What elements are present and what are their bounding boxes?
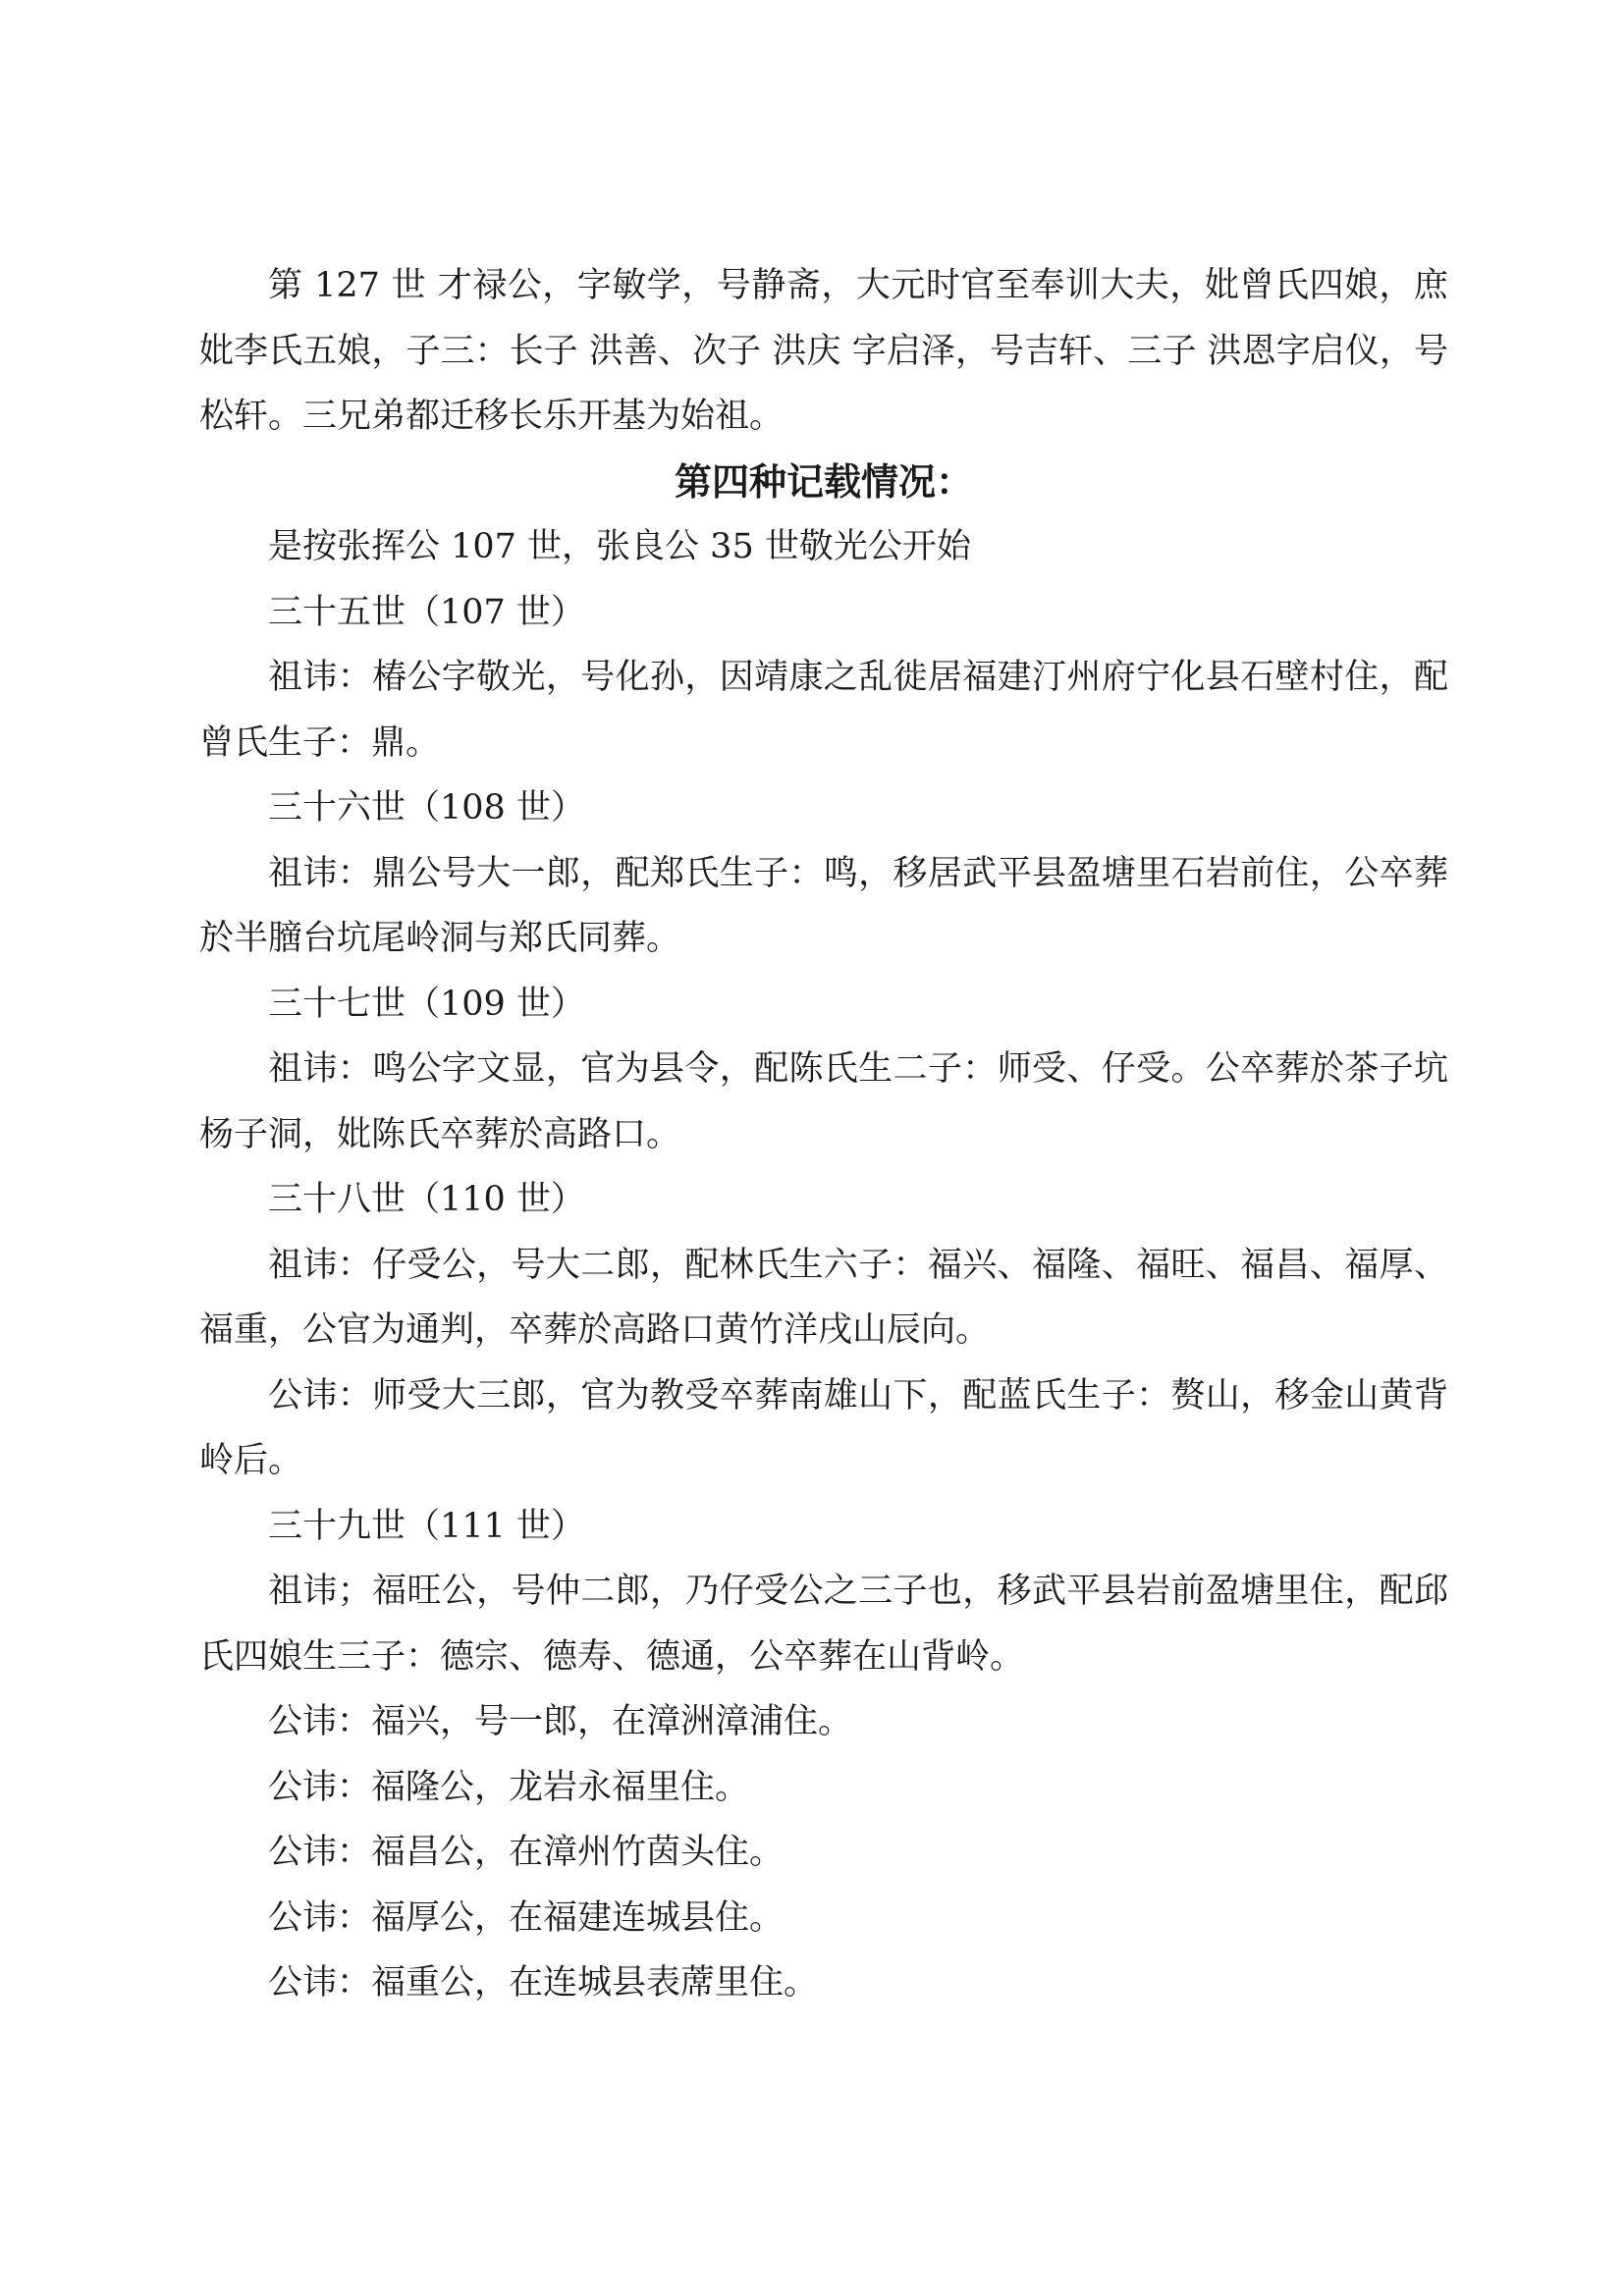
paragraph-intro: 是按张挥公 107 世，张良公 35 世敬光公开始 [268,527,971,566]
paragraph-gen-39-b: 公讳：福兴，号一郎，在漳洲漳浦住。 [268,1702,853,1741]
generation-heading-35: 三十五世（107 世） [268,592,585,632]
paragraph-gen-39-d: 公讳：福昌公，在漳州竹茵头住。 [268,1833,785,1872]
document-body [199,253,1448,2016]
generation-heading-37: 三十七世（109 世） [268,984,585,1024]
paragraph-127th-generation: 第 127 世 才禄公，字敏学，号静斋，大元时官至奉训大夫，妣曾氏四娘，庶妣李氏五娘，子三：长子 洪善、次子 洪庆 字启泽，号吉轩、三子 洪恩字启仪，号松轩。三兄弟都迁移长乐开基为始祖。 [199,266,1448,436]
paragraph-gen-38-a: 祖讳：仔受公，号大二郎，配林氏生六子：福兴、福隆、福旺、福昌、福厚、福重，公官为通判，卒葬於高路口黄竹洋戌山辰向。 [199,1245,1448,1350]
paragraph-gen-39-a: 祖讳；福旺公，号仲二郎，乃仔受公之三子也，移武平县岩前盈塘里住，配邱氏四娘生三子：德宗、德寿、德通，公卒葬在山背岭。 [199,1572,1448,1677]
generation-heading-36: 三十六世（108 世） [268,788,585,828]
paragraph-gen-37: 祖讳：鸣公字文显，官为县令，配陈氏生二子：师受、仔受。公卒葬於茶子坑杨子洞，妣陈氏卒葬於高路口。 [199,1049,1448,1154]
paragraph-gen-36: 祖讳：鼎公号大一郎，配郑氏生子：鸣，移居武平县盈塘里石岩前住，公卒葬於半膪台坑尾岭洞与郑氏同葬。 [199,853,1448,958]
generation-heading-39: 三十九世（111 世） [268,1506,585,1546]
paragraph-gen-39-e: 公讳：福厚公，在福建连城县住。 [268,1897,785,1938]
paragraph-gen-39-c: 公讳：福隆公，龙岩永福里住。 [268,1767,750,1807]
paragraph-gen-39-f: 公讳：福重公，在连城县表蓆里住。 [268,1963,819,2002]
generation-heading-38: 三十八世（110 世） [268,1180,585,1219]
paragraph-gen-38-b: 公讳：师受大三郎，官为教受卒葬南雄山下，配蓝氏生子：赘山，移金山黄背岭后。 [199,1375,1448,1480]
paragraph-gen-35: 祖讳：椿公字敬光，号化孙，因靖康之乱徙居福建汀州府宁化县石壁村住，配曾氏生子：鼎。 [199,658,1448,763]
section-title: 第四种记载情况： [674,459,973,504]
